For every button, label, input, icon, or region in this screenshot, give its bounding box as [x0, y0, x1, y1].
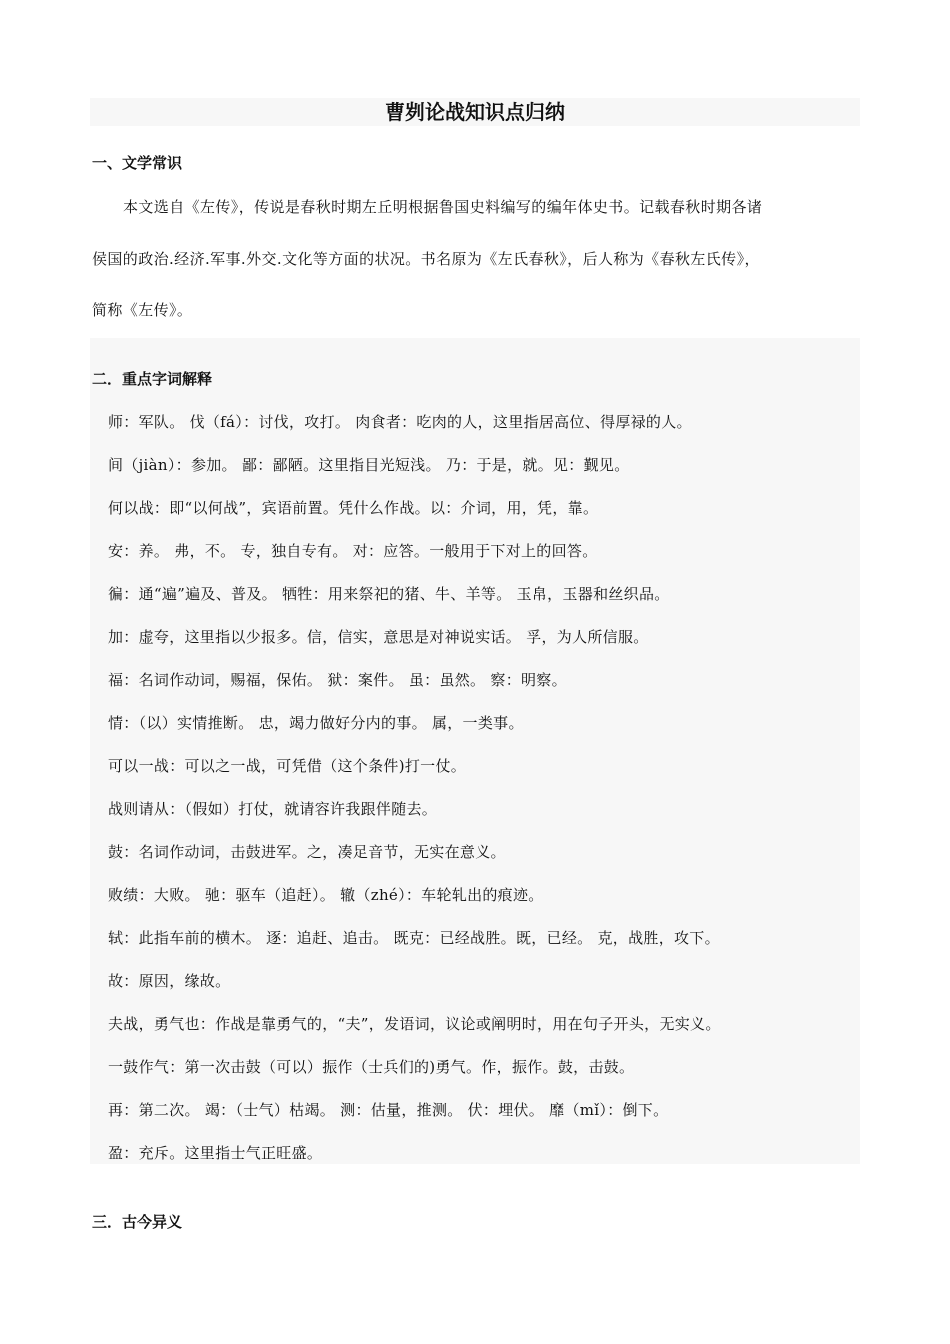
key-word-row: 徧：通“遍”遍及、普及。 牺牲：用来祭祀的猪、牛、羊等。 玉帛，玉器和丝织品。 [108, 585, 670, 603]
key-words-section [90, 338, 860, 1164]
key-word-row: 间（jiàn）：参加。 鄙：鄙陋。这里指目光短浅。 乃：于是，就。见：觐见。 [108, 456, 630, 474]
key-word-row: 战则请从：（假如）打仗，就请容许我跟伴随去。 [108, 800, 438, 818]
key-word-row: 盈：充斥。这里指士气正旺盛。 [108, 1144, 323, 1162]
key-word-row: 败绩：大败。 驰：驱车（追赶）。 辙（zhé）：车轮轧出的痕迹。 [108, 886, 544, 904]
section-heading-literary-knowledge: 一、文学常识 [92, 154, 183, 172]
document-title: 曹刿论战知识点归纳 [90, 98, 860, 126]
paragraph-line: 简称《左传》。 [92, 301, 193, 319]
key-word-row: 轼：此指车前的横木。 逐：追赶、追击。 既克：已经战胜。既，已经。 克，战胜，攻下。 [108, 929, 720, 947]
key-word-row: 情：（以）实情推断。 忠，竭力做好分内的事。 属，一类事。 [108, 714, 524, 732]
key-word-row: 何以战：即“以何战”，宾语前置。凭什么作战。以：介词，用，凭，靠。 [108, 499, 599, 517]
key-word-row: 一鼓作气：第一次击鼓（可以）振作（士兵们的)勇气。作，振作。鼓，击鼓。 [108, 1058, 635, 1076]
section-heading-key-words: 二．重点字词解释 [92, 370, 213, 388]
key-word-row: 安：养。 弗，不。 专，独自专有。 对：应答。一般用于下对上的回答。 [108, 542, 598, 560]
key-word-row: 夫战，勇气也：作战是靠勇气的，“夫”，发语词，议论或阐明时，用在句子开头，无实义。 [108, 1015, 721, 1033]
key-word-row: 加：虚夸，这里指以少报多。信，信实，意思是对神说实话。 孚，为人所信服。 [108, 628, 649, 646]
section-heading-ancient-modern-meanings: 三．古今异义 [92, 1213, 183, 1231]
paragraph-line: 侯国的政治.经济.军事.外交.文化等方面的状况。书名原为《左氏春秋》，后人称为《春秋左氏传》， [92, 250, 760, 268]
key-word-row: 可以一战：可以之一战，可凭借（这个条件)打一仗。 [108, 757, 467, 775]
key-word-row: 再：第二次。 竭：（士气）枯竭。 测：估量，推测。 伏：埋伏。 靡（mǐ）：倒下。 [108, 1101, 669, 1119]
key-word-row: 鼓：名词作动词，击鼓进军。之，凑足音节，无实在意义。 [108, 843, 506, 861]
paragraph-line: 本文选自《左传》，传说是春秋时期左丘明根据鲁国史料编写的编年体史书。记载春秋时期各诸 [123, 198, 763, 216]
key-word-row: 故：原因，缘故。 [108, 972, 231, 990]
key-word-row: 福：名词作动词，赐福，保佑。 狱：案件。 虽：虽然。 察：明察。 [108, 671, 567, 689]
key-word-row: 师：军队。 伐（fá）：讨伐，攻打。 肉食者：吃肉的人，这里指居高位、得厚禄的人。 [108, 413, 692, 431]
